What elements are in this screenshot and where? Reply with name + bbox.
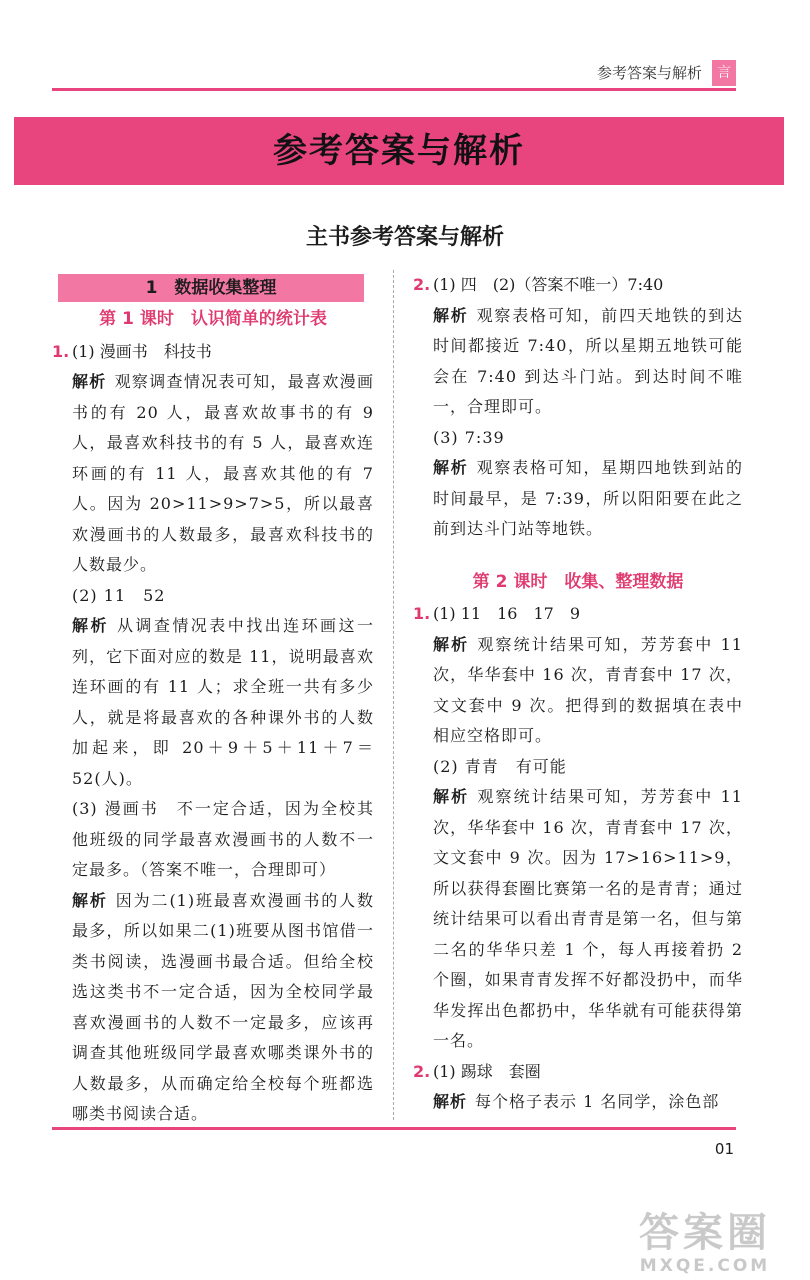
answer-2: (2) 11 52 — [72, 585, 166, 605]
question-2 — [413, 270, 743, 301]
watermark-logo — [614, 1210, 796, 1276]
explanation-2: 解析 从调查情况表中找出连环画这一列，它下面对应的数是 11，说明最喜欢连环画的有 11 人；求全班一共有多少人，就是将最喜欢的各种课外书的人数加起来，即 20＋9＋5＋11＋7＝52(人)。 — [72, 616, 374, 788]
analysis-label: 解析 — [433, 787, 470, 806]
analysis-label: 解析 — [433, 634, 470, 654]
analysis-label: 解析 — [72, 372, 107, 391]
answer-1: (1) 11 16 17 9 — [433, 604, 581, 623]
footer-rule — [52, 1127, 736, 1130]
explanation-1: 解析 观察表格可知，前四天地铁的到达时间都接近 7:40，所以星期五地铁可能会在 7:40 到达斗门站。到达时间不唯一，合理即可。 — [433, 305, 743, 416]
explanation-3: 解析 观察表格可知，星期四地铁到站的时间最早，是 7:39，所以阳阳要在此之前到达斗门站等地铁。 — [433, 458, 743, 538]
page-number: 01 — [714, 1140, 734, 1158]
answer-1: (1) 漫画书 科技书 — [72, 341, 212, 361]
question-number: 2. — [413, 275, 431, 294]
answer-2: (2) 青青 有可能 — [433, 756, 567, 776]
header-tab: 言 — [712, 60, 736, 86]
answer-3: (3) 漫画书 不一定合适，因为全校其他班级的同学最喜欢漫画书的人数不一定最多。（答案不唯一，合理即可） — [72, 799, 374, 879]
watermark-text: 答案圈 — [639, 1210, 771, 1256]
unit-heading: 1 数据收集整理 — [58, 274, 364, 302]
analysis-label: 解析 — [433, 1092, 468, 1111]
explanation-1: 解析 观察统计结果可知，芳芳套中 11 次，华华套中 16 次，青青套中 17 次，文文套中 9 次。把得到的数据填在表中相应空格即可。 — [433, 634, 743, 745]
answer-3: (3) 7:39 — [433, 427, 505, 447]
header-rule — [52, 88, 736, 91]
explanation-1: 解析 每个格子表示 1 名同学，涂色部 — [433, 1092, 720, 1111]
section-subtitle: 主书参考答案与解析 — [305, 225, 504, 250]
right-column — [413, 270, 743, 1118]
question-1 — [52, 337, 374, 368]
explanation-2: 解析 观察统计结果可知，芳芳套中 11 次，华华套中 16 次，青青套中 17 次，文文套中 9 次。因为 17>16>11>9，所以获得套圈比赛第一名的是青青；通过统计结果可以看出青青是第一名，但与第二名的华华只差 1 个，每人再接着扔 2 个圈，如果青青发挥不好都没扔中，而华华发挥出色都扔中，华华就有可能获得第一名。 — [433, 787, 743, 1050]
question-2 — [413, 1057, 743, 1088]
chapter-banner: 参考答案与解析 — [14, 117, 784, 185]
column-divider — [393, 270, 394, 1120]
explanation-1: 解析 观察调查情况表可知，最喜欢漫画书的有 20 人，最喜欢故事书的有 9 人，最喜欢科技书的有 5 人，最喜欢连环画的有 11 人，最喜欢其他的有 7 人。因为 20>11>9>7>5，所以最喜欢漫画书的人数最多，最喜欢科技书的人数最少。 — [72, 372, 374, 574]
left-column — [52, 270, 374, 1130]
analysis-label: 解析 — [433, 458, 469, 477]
analysis-label: 解析 — [433, 305, 469, 325]
answer-1: (1) 踢球 套圈 — [433, 1061, 541, 1081]
question-1 — [413, 599, 743, 630]
question-number: 1. — [413, 604, 431, 623]
question-number: 2. — [413, 1061, 431, 1081]
explanation-3: 解析 因为二(1)班最喜欢漫画书的人数最多，所以如果二(1)班要从图书馆借一类书阅读，选漫画书最合适。但给全校选这类书不一定合适，因为全校同学最喜欢漫画书的人数不一定最多，应该再调查其他班级同学最喜欢哪类课外书的人数最多，从而确定给全校每个班都选哪类书阅读合适。 — [72, 890, 374, 1123]
analysis-label: 解析 — [72, 616, 109, 635]
lesson-heading: 第 2 课时 收集、整理数据 — [472, 571, 684, 592]
running-header: 参考答案与解析 — [596, 64, 702, 82]
answer-1: (1) 四 (2)（答案不唯一）7:40 — [433, 275, 664, 294]
question-number: 1. — [52, 341, 70, 361]
analysis-label: 解析 — [72, 890, 108, 910]
lesson-heading: 第 1 课时 认识简单的统计表 — [99, 309, 327, 329]
watermark-url: MXQE.COM — [639, 1256, 771, 1276]
